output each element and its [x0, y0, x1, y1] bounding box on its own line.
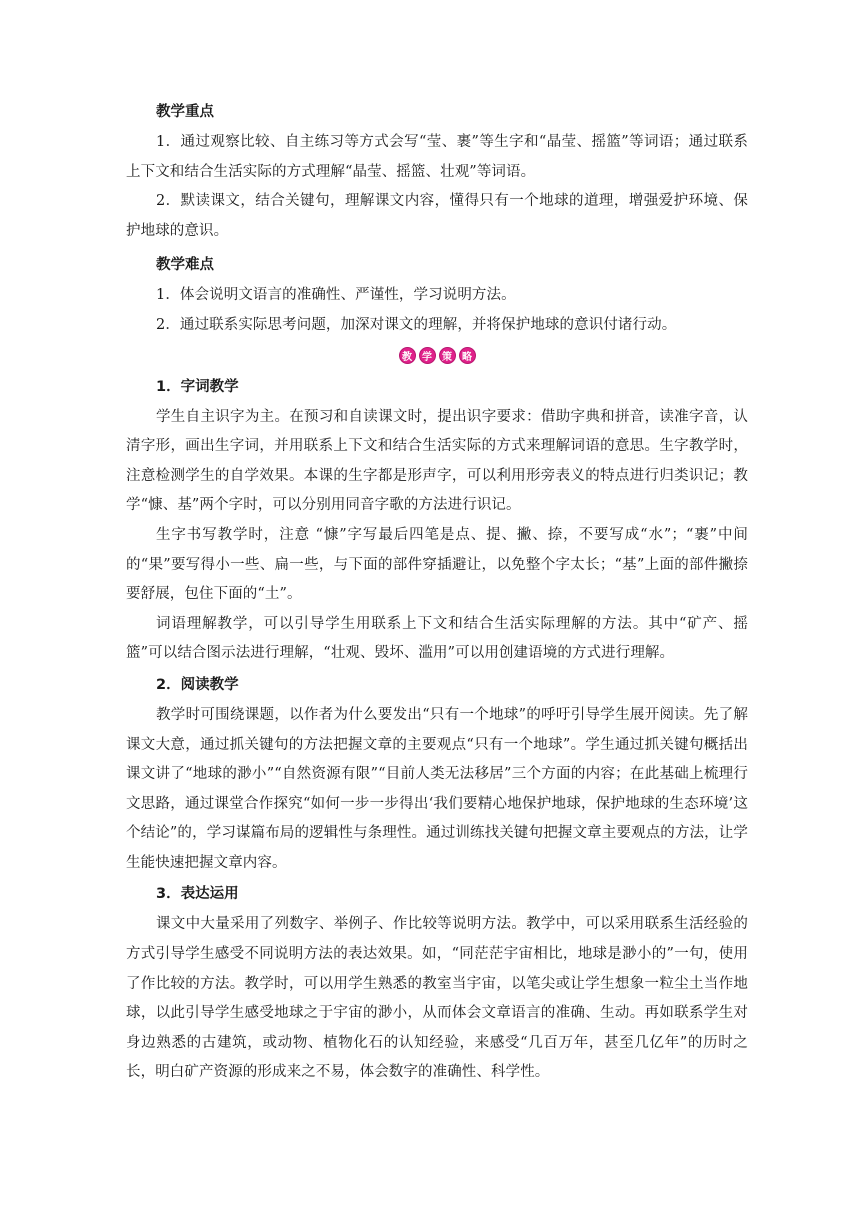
expression-heading: 3．表达运用	[156, 886, 239, 903]
difficulty-item: 1．体会说明文语言的准确性、严谨性，学习说明方法。	[156, 287, 516, 304]
difficulty-item: 2．通过联系实际思考问题，加深对课文的理解，并将保护地球的意识付诸行动。	[156, 316, 677, 333]
key-points-heading: 教学重点	[156, 104, 214, 120]
difficulties-heading: 教学难点	[156, 257, 214, 274]
banner-char: 教	[399, 347, 416, 364]
word-teaching-paragraph: 词语理解教学，可以引导学生用联系上下文和结合生活实际理解的方法。其中“矿产、摇篮”可以结合图示法进行理解，“壮观、毁坏、滥用”可以用创建语境的方式进行理解。	[126, 615, 748, 662]
word-teaching-paragraph: 学生自主识字为主。在预习和自读课文时，提出识字要求：借助字典和拼音，读准字音，认清字形，画出生字词，并用联系上下文和结合生活实际的方式来理解词语的意思。生字教学时，注意检测学生的自学效果。本课的生字都是形声字，可以利用形旁表义的特点进行归类识记；教学“慷、基”两个字时，可以分别用同音字歌的方法进行识记。	[126, 408, 748, 514]
banner-char: 略	[459, 347, 476, 364]
word-teaching-heading: 1．字词教学	[156, 378, 239, 395]
teaching-strategy-banner	[126, 343, 748, 369]
key-point-item: 2．默读课文，结合关键句，理解课文内容，懂得只有一个地球的道理，增强爱护环境、保护地球的意识。	[126, 193, 748, 239]
banner-char: 策	[439, 347, 456, 364]
key-point-item: 1．通过观察比较、自主练习等方式会写“莹、裹”等生字和“晶莹、摇篮”等词语；通过联系上下文和结合生活实际的方式理解“晶莹、摇篮、壮观”等词语。	[126, 134, 748, 180]
banner-char: 学	[419, 347, 436, 364]
reading-teaching-paragraph: 教学时可围绕课题，以作者为什么要发出“只有一个地球”的呼吁引导学生展开阅读。先了解课文大意，通过抓关键句的方法把握文章的主要观点“只有一个地球”。学生通过抓关键句概括出课文讲了“地球的渺小”“自然资源有限”“目前人类无法移居”三个方面的内容；在此基础上梳理行文思路，通过课堂合作探究“如何一步一步得出‘我们要精心地保护地球，保护地球的生态环境’这个结论”的，学习谋篇布局的逻辑性与条理性。通过训练找关键句把握文章主要观点的方法，让学生能快速把握文章内容。	[126, 706, 748, 871]
reading-teaching-heading: 2．阅读教学	[156, 676, 239, 693]
document-content	[126, 96, 748, 1088]
word-teaching-paragraph: 生字书写教学时，注意 “慷”字写最后四笔是点、提、撇、捺，不要写成“水”；“裹”中间的“果”要写得小一些、扁一些，与下面的部件穿插避让，以免整个字太长；“基”上面的部件撇捺要舒展，包住下面的“土”。	[126, 526, 748, 603]
expression-paragraph: 课文中大量采用了列数字、举例子、作比较等说明方法。教学中，可以采用联系生活经验的方式引导学生感受不同说明方法的表达效果。如，“同茫茫宇宙相比，地球是渺小的”一句，使用了作比较的方法。教学时，可以用学生熟悉的教室当宇宙，以笔尖或让学生想象一粒尘土当作地球，以此引导学生感受地球之于宇宙的渺小，从而体会文章语言的准确、生动。再如联系学生对身边熟悉的古建筑，或动物、植物化石的认知经验，来感受“几百万年，甚至几亿年”的历时之长，明白矿产资源的形成来之不易，体会数字的准确性、科学性。	[126, 916, 748, 1081]
